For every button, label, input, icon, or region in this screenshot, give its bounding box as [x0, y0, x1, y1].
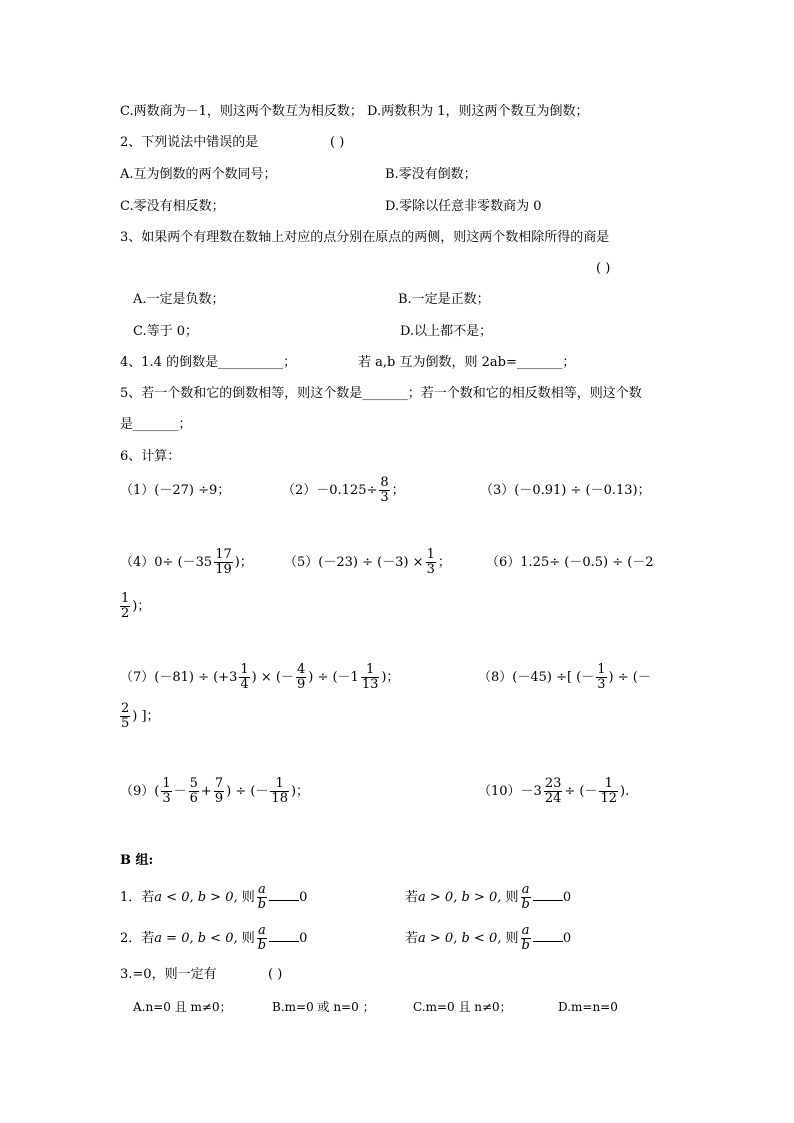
q6-p9-part: + [200, 784, 212, 799]
numerator: 2 [121, 701, 130, 716]
b-r2b-pre: 若 [405, 931, 419, 946]
b-r2-condition: a = 0, b < 0, [154, 931, 238, 946]
q4-left: 4、1.4 的倒数是__________； [120, 355, 297, 370]
b-r1-then: 则 [241, 890, 255, 905]
q6-p7-part: ) × (－ [251, 670, 294, 685]
b-r1b-then: 则 [505, 890, 519, 905]
q2-option-a: A.互为倒数的两个数同号； [120, 167, 277, 182]
group-b-q3-stem: 3.=0，则一定有 [120, 967, 217, 982]
b-r1b-pre: 若 [405, 890, 419, 905]
q6-p4-pre: （4）0÷ (－35 [120, 555, 213, 570]
numerator: 1 [270, 777, 289, 792]
group-b-row1-left [120, 881, 307, 915]
denominator: 3 [426, 562, 435, 577]
q4-right: 若 a,b 互为倒数，则 2ab=_______； [358, 355, 576, 370]
q6-problem-1: （1）(－27) ÷9； [120, 483, 231, 498]
numerator: a [258, 882, 266, 897]
q6-p10-part: （10）－3 [478, 784, 542, 799]
fraction [189, 777, 199, 806]
fraction [161, 777, 171, 806]
q6-problem-6-line1: （6）1.25÷ (－0.5) ÷ (－2 [486, 555, 654, 570]
answer-blank[interactable] [269, 929, 299, 942]
group-b-q3-option-d: D.m=n=0 [558, 1000, 618, 1014]
fraction [426, 548, 436, 577]
q6-p10-part: ÷ (－ [564, 784, 598, 799]
answer-blank[interactable] [269, 888, 299, 901]
group-b-q3-option-a: A.n=0 且 m≠0； [133, 1000, 232, 1014]
fraction [257, 883, 267, 912]
q6-problem-8-line1 [478, 661, 651, 695]
numerator: 1 [162, 776, 171, 791]
option-line-c-d: C.两数商为－1，则这两个数互为相反数； D.两数积为 1，则这两个数互为倒数； [120, 104, 589, 119]
q6-p10-part: ). [620, 784, 630, 799]
numerator: a [258, 923, 266, 938]
numerator: 1 [426, 547, 435, 562]
fraction [214, 777, 224, 806]
answer-blank[interactable] [533, 929, 563, 942]
q6-problem-7 [120, 661, 399, 695]
q3-answer-paren: ( ) [596, 261, 611, 276]
q6-p9-part: － [173, 784, 187, 799]
q6-p2-post: ； [391, 483, 405, 498]
numerator: 1 [240, 662, 249, 677]
q2-option-b: B.零没有倒数； [385, 167, 477, 182]
group-b-row1-right [405, 881, 571, 915]
b-r2-then: 则 [241, 931, 255, 946]
q3-option-a: A.一定是负数； [133, 292, 225, 307]
fraction [270, 777, 289, 806]
denominator: 4 [240, 677, 249, 692]
fraction [239, 663, 249, 692]
denominator: 24 [544, 791, 562, 806]
fraction [296, 663, 306, 692]
q6-p8-part: （8）(－45) ÷[ (－ [478, 670, 595, 685]
group-b-q3-option-b: B.m=0 或 n=0 ； [272, 1000, 375, 1014]
b-r1-pre: 1．若 [120, 890, 155, 905]
denominator: 3 [597, 677, 606, 692]
fraction [120, 702, 130, 731]
q6-problem-2 [282, 474, 405, 508]
q6-problem-10 [478, 775, 629, 809]
group-b-row2-left [120, 922, 307, 956]
numerator: 8 [380, 475, 389, 490]
group-b-q3-paren: ( ) [268, 967, 283, 982]
numerator: 17 [215, 547, 232, 562]
numerator: 1 [361, 663, 380, 678]
q6-problem-8-line2 [118, 700, 160, 734]
q6-problem-6-line2 [118, 590, 150, 624]
q6-p8-part: ) ÷ (－ [608, 670, 651, 685]
numerator: 1 [121, 591, 130, 606]
denominator: b [257, 938, 267, 953]
numerator: a [521, 882, 530, 897]
q2-answer-paren: ( ) [330, 135, 345, 150]
q6-stem: 6、计算： [120, 449, 181, 464]
b-r2-tail: 0 [299, 931, 308, 946]
fraction [214, 548, 233, 577]
denominator: b [521, 897, 530, 912]
q6-p5-pre: （5）(－23) ÷ (－3) × [284, 555, 424, 570]
fraction [379, 476, 389, 505]
q2-stem: 2、下列说法中错误的是 [120, 135, 259, 150]
q6-p9-part: )； [290, 784, 310, 799]
denominator: 19 [215, 562, 232, 577]
q6-p2-pre: （2）－0.125÷ [282, 483, 378, 498]
fraction [521, 924, 531, 953]
group-b-q3-option-c: C.m=0 且 n≠0； [413, 1000, 512, 1014]
fraction [120, 592, 130, 621]
b-r1b-tail: 0 [562, 890, 572, 905]
q6-p9-part: ) ÷ (－ [226, 784, 269, 799]
denominator: 12 [600, 791, 618, 806]
numerator: 5 [189, 776, 198, 791]
q6-p6-post: )； [132, 599, 151, 614]
q6-p7-part: ) ÷ (－1 [308, 670, 359, 685]
q3-stem: 3、如果两个有理数在数轴上对应的点分别在原点的两侧，则这两个数相除所得的商是 [120, 230, 610, 245]
denominator: 9 [296, 677, 306, 692]
denominator: 13 [361, 677, 379, 692]
q6-p5-post: ； [437, 555, 451, 570]
fraction [544, 777, 563, 806]
denominator: 3 [380, 490, 389, 505]
q5-line2: 是_______； [120, 417, 192, 432]
q2-option-c: C.零没有相反数； [120, 199, 225, 214]
b-r2-pre: 2．若 [120, 931, 155, 946]
numerator: 1 [599, 777, 618, 792]
q6-p9-part: （9）( [120, 784, 160, 799]
b-r2b-then: 则 [505, 931, 519, 946]
b-r1-condition: a < 0, b > 0, [154, 890, 238, 905]
fraction [361, 663, 380, 692]
b-r2b-condition: a > 0, b < 0, [418, 931, 502, 946]
fraction [596, 663, 606, 692]
denominator: 6 [189, 791, 198, 806]
q3-option-b: B.一定是正数； [398, 292, 490, 307]
group-b-row2-right [405, 922, 571, 956]
q2-option-d: D.零除以任意非零数商为 0 [385, 199, 542, 214]
denominator: b [521, 938, 530, 953]
numerator: a [521, 923, 530, 938]
b-r1b-condition: a > 0, b > 0, [418, 890, 502, 905]
denominator: b [257, 897, 267, 912]
fraction [257, 924, 267, 953]
fraction [599, 777, 618, 806]
q6-problem-5 [284, 546, 451, 580]
denominator: 5 [121, 716, 130, 731]
q3-option-c: C.等于 0； [133, 324, 199, 339]
b-r1-tail: 0 [299, 890, 308, 905]
q5-line1: 5、若一个数和它的倒数相等，则这个数是_______；若一个数和它的相反数相等，则这个数 [120, 386, 642, 401]
numerator: 7 [214, 776, 224, 791]
q6-problem-4 [120, 546, 253, 580]
numerator: 4 [296, 662, 306, 677]
q6-p4-post: )； [234, 555, 253, 570]
fraction [521, 883, 531, 912]
b-r2b-tail: 0 [562, 931, 572, 946]
denominator: 18 [271, 791, 288, 806]
q6-p8-part: ) ]； [132, 709, 160, 724]
numerator: 23 [544, 776, 562, 791]
q6-problem-3: （3）(－0.91) ÷ (－0.13)； [480, 483, 651, 498]
q3-option-d: D.以上都不是； [400, 324, 493, 339]
numerator: 1 [597, 662, 606, 677]
group-b-title: B 组: [120, 853, 154, 868]
denominator: 3 [162, 791, 171, 806]
q6-p7-part: )； [381, 670, 400, 685]
q6-p7-part: （7）(－81) ÷ (+3 [120, 670, 238, 685]
denominator: 9 [214, 791, 224, 806]
q6-problem-9 [120, 775, 309, 809]
denominator: 2 [121, 606, 130, 621]
answer-blank[interactable] [533, 888, 563, 901]
